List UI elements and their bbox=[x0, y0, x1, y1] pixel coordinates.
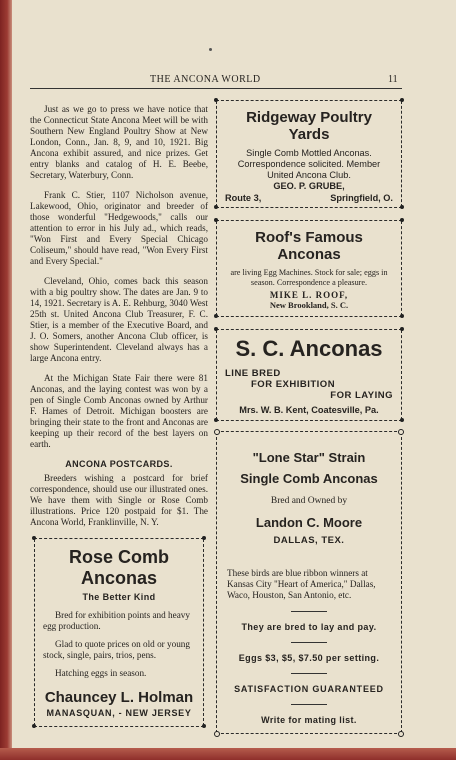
ad-sc-anconas bbox=[216, 329, 402, 421]
ad-line: They are bred to lay and pay. bbox=[241, 622, 377, 632]
header-rule bbox=[30, 88, 402, 89]
ad-border-top bbox=[216, 431, 402, 432]
bottom-page-edge bbox=[0, 748, 456, 760]
ad-border-bottom bbox=[34, 726, 204, 727]
ad-roof bbox=[216, 220, 402, 317]
ad-border-bottom bbox=[216, 420, 402, 421]
ad-location: DALLAS, TEX. bbox=[273, 535, 345, 546]
ad-breeder-name: Landon C. Moore bbox=[255, 515, 363, 530]
ad-route: Route 3, bbox=[225, 193, 262, 203]
right-column bbox=[216, 100, 402, 734]
ad-body: Single Comb Mottled Anconas. Correspondence solicited. Member United Ancona Club. bbox=[237, 148, 381, 180]
ad-paragraph: Hatching eggs in season. bbox=[55, 668, 147, 678]
running-head: THE ANCONA WORLD bbox=[150, 74, 261, 85]
ad-bred-line: Bred and Owned by bbox=[270, 496, 348, 506]
ad-border-top bbox=[34, 538, 204, 539]
ad-paragraph: Glad to quote prices on old or young stock, single, pairs, trios, pens. bbox=[43, 639, 190, 660]
ad-subtitle: Single Comb Anconas bbox=[240, 471, 378, 486]
ad-contact: Mrs. W. B. Kent, Coatesville, Pa. bbox=[239, 405, 379, 415]
postcards-text: Breeders wishing a postcard for brief correspondence, should use our illustrated ones. We have them with Single or Rose Comb illustrations. Price 120 postpaid for $1. The Ancona World, Franklinville, N. Y. bbox=[30, 473, 208, 527]
red-binding-edge bbox=[0, 0, 12, 760]
ad-body: are living Egg Machines. Stock for sale; eggs in season. Correspondence a pleasure. bbox=[230, 268, 388, 287]
ad-line: Eggs $3, $5, $7.50 per setting. bbox=[238, 653, 380, 663]
ad-subtitle: The Better Kind bbox=[82, 592, 156, 602]
page-number: 11 bbox=[388, 74, 398, 85]
ad-border-bottom bbox=[216, 207, 402, 208]
ad-title: Ridgeway Poultry Yards bbox=[246, 109, 372, 143]
news-paragraph: Cleveland, Ohio, comes back this season with a big poultry show. The dates are Jan. 9 to 14, 1921. Secretary is A. E. Rehburg, 3040 West 25th st. United Ancona Club Treasurer, F. C. Stier, is a member of the Executive Board, and J. O. Somers, another Ancona Club officer, is show Superintendent. Cleveland always has a large Ancona entry. bbox=[30, 276, 208, 363]
ad-line: FOR EXHIBITION bbox=[251, 379, 336, 390]
ad-location: MANASQUAN, - NEW JERSEY bbox=[46, 708, 192, 718]
ad-border-top bbox=[216, 329, 402, 330]
print-speck bbox=[209, 48, 212, 51]
news-paragraph: Frank C. Stier, 1107 Nicholson avenue, Lakewood, Ohio, originator and breeder of those wonderful "Hedgewoods," calls our attention to error in his July ad., which reads, "Won First and Every Special Chicago Coliseum," should have read, "Won Every First and Every Special." bbox=[30, 190, 208, 266]
ad-border-bottom bbox=[216, 316, 402, 317]
ad-rose-comb bbox=[34, 538, 204, 727]
short-rule bbox=[291, 642, 327, 643]
ad-lone-star bbox=[216, 431, 402, 734]
ad-paragraph: Bred for exhibition points and heavy egg production. bbox=[43, 610, 190, 631]
short-rule bbox=[291, 673, 327, 674]
news-paragraph: Just as we go to press we have notice that the Connecticut State Ancona Meet will be with Southern New England Poultry Show at New London, Conn., Jan. 8, 9, and 10, 1921. Big Ancona exhibit assured, and nice prizes. Get entry blanks and catalog of H. E. Beebe, Secretary, Waterbury, Conn. bbox=[30, 104, 208, 180]
ad-title: Rose Comb Anconas bbox=[68, 547, 169, 588]
ad-description: These birds are blue ribbon winners at Kansas City "Heart of America," Dallas, Waco, Houston, San Antonio, etc. bbox=[227, 568, 376, 600]
ad-line: Write for mating list. bbox=[261, 715, 357, 725]
left-column bbox=[30, 104, 208, 537]
ad-title: S. C. Anconas bbox=[235, 336, 383, 361]
short-rule bbox=[291, 704, 327, 705]
ad-border-top bbox=[216, 100, 402, 101]
short-rule bbox=[291, 611, 327, 612]
ad-line: FOR LAYING bbox=[330, 390, 393, 401]
ad-ridgeway bbox=[216, 100, 402, 208]
ad-city: New Brookland, S. C. bbox=[269, 300, 349, 310]
postcards-heading: ANCONA POSTCARDS. bbox=[65, 459, 173, 469]
ad-line: SATISFACTION GUARANTEED bbox=[234, 684, 384, 694]
news-paragraph: At the Michigan State Fair there were 81 Anconas, and the laying contest was won by a pen of Single Comb Anconas owned by Arthur F. Hames of Detroit. Michigan boosters are bringing their state to the front and Anconas are keeping up their record of the best layers on earth. bbox=[30, 373, 208, 449]
ad-breeder-name: Chauncey L. Holman bbox=[44, 689, 194, 706]
ad-title: Roof's Famous Anconas bbox=[255, 229, 363, 263]
ad-title: "Lone Star" Strain bbox=[252, 450, 366, 465]
ad-line: LINE BRED bbox=[225, 368, 281, 379]
ad-breeder-name: MIKE L. ROOF, bbox=[269, 290, 349, 300]
ad-border-top bbox=[216, 220, 402, 221]
ad-city: Springfield, O. bbox=[330, 193, 393, 203]
ad-border-bottom bbox=[216, 733, 402, 734]
ad-breeder-name: GEO. P. GRUBE, bbox=[273, 181, 345, 191]
